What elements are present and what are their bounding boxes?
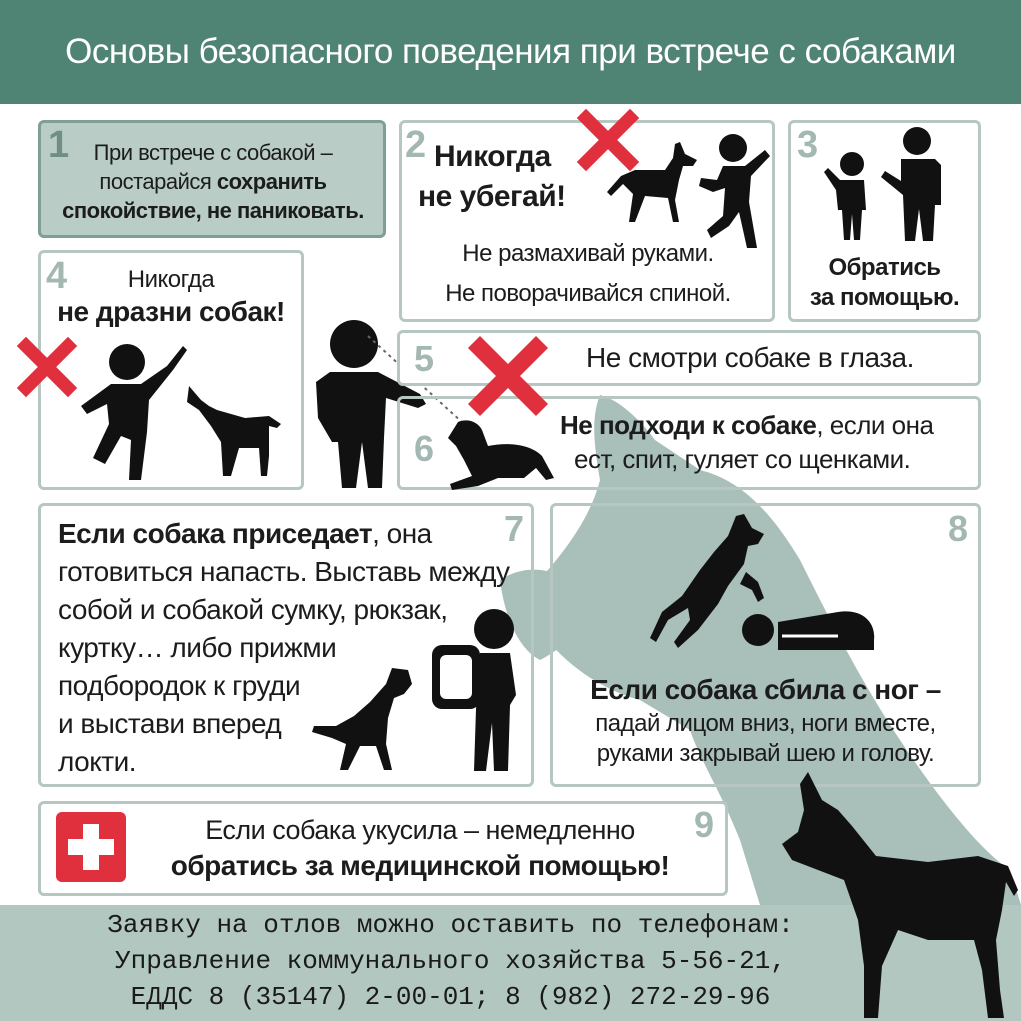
tip-1-line-2 [40,167,386,196]
tip-7-line-7: локти. [58,746,137,777]
person-with-backpack-icon [430,605,520,773]
lying-dog-icon [438,416,558,492]
footer-line-1: Заявку на отлов можно оставить по телефонам: [107,910,794,940]
tip-number-8: 8 [948,508,969,549]
tip-7-line-1 [58,518,432,550]
tip-8-plain-2: руками закрывай шею и голову. [596,740,935,767]
running-person-icon [695,130,770,250]
tip-5-plain-1: Не смотри собаке в глаза. [586,342,914,373]
footer-line-3: ЕДДС 8 (35147) 2-00-01; 8 (982) 272-29-96 [130,982,771,1012]
tip-7-line-6: и выстави вперед [58,708,282,739]
tip-7-line-5: подбородок к груди [58,670,301,701]
person-teasing-icon [75,340,190,482]
tip-6-line-1 [560,410,933,441]
tip-3-bold-1: Обратись [828,254,941,281]
tip-number-1: 1 [48,124,70,166]
tip-7-line-3: собой и собакой сумку, рюкзак, [58,594,448,625]
page-title: Основы безопасного поведения при встрече с собаками [65,32,956,71]
adult-icon [875,125,950,243]
child-icon [820,150,880,242]
tip-2-plain-2: Не поворачивайся спиной. [445,280,731,307]
tip-2-bold-2: не убегай! [418,180,566,213]
tip-6-plain-1: , если она [816,410,934,440]
tip-7-bold-1: Если собака приседает [58,518,373,549]
tip-4-plain-1: Никогда [127,266,215,293]
tip-1-line-2-bold: сохранить [216,169,327,194]
tip-4-bold-1: не дразни собак! [57,296,285,327]
tip-number-4: 4 [46,255,68,297]
tip-2-bold-1: Никогда [434,140,551,173]
tip-1-line-1: При встрече с собакой – [93,140,333,165]
tip-number-6: 6 [414,428,435,469]
crouching-dog-icon [308,664,416,774]
tip-number-5: 5 [414,338,435,379]
tip-number-7: 7 [504,508,525,549]
footer-line-2: Управление коммунального хозяйства 5-56-21, [115,946,786,976]
tip-2-plain-1: Не размахивай руками. [462,240,714,267]
tip-number-9: 9 [694,804,715,845]
tip-7-line-4: куртку… либо прижми [58,632,337,663]
first-aid-cross-icon [56,812,126,882]
tip-text-1 [40,138,386,225]
cross-icon [18,338,76,396]
tip-number-3: 3 [797,124,819,166]
dog-icon [185,380,285,478]
tip-7-line-2: готовиться напасть. Выставь между [58,556,510,587]
tip-8-bold-1: Если собака сбила с ног – [590,674,941,705]
cross-icon [470,338,546,414]
tip-number-2: 2 [405,124,427,166]
tip-6-bold-1: Не подходи к собаке [560,410,817,440]
tip-9-bold-1: обратись за медицинской помощью! [170,850,670,881]
tip-9-plain-1: Если собака укусила – немедленно [205,815,635,845]
tip-7-plain-1: , она [372,518,432,549]
tip-1-line-3: спокойствие, не паниковать. [62,198,364,223]
tip-6-line-2: ест, спит, гуляет со щенками. [574,444,911,474]
tip-8-plain-1: падай лицом вниз, ноги вместе, [595,710,936,737]
tip-1-line-2-plain: постарайся [99,169,217,194]
tip-3-bold-2: за помощью. [809,284,960,311]
standing-dog-icon [778,770,1021,1020]
dog-icon [605,140,700,225]
curled-person-icon [738,606,878,652]
